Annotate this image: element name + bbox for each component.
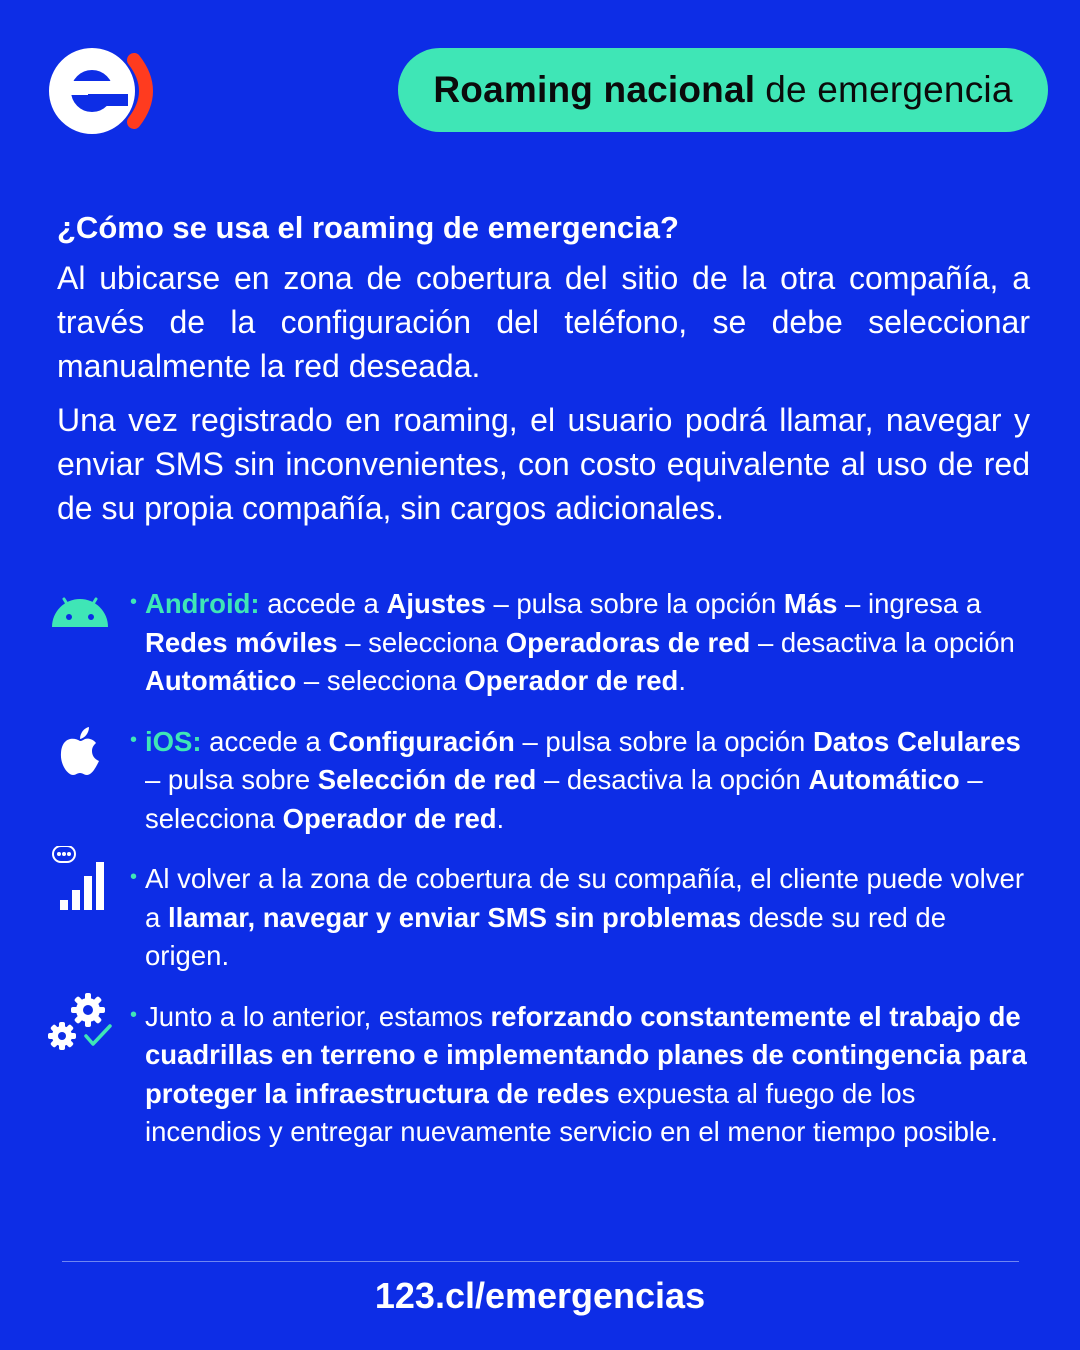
footer-url[interactable]: 123.cl/emergencias [374,1275,706,1316]
intro-section [57,208,1030,530]
android-label: Android: [145,588,260,619]
infra-item [0,998,1080,1152]
infra-text: Junto a lo anterior, estamos reforzando constantemente el trabajo de cuadrillas en terreno e implementando planes de contingencia para proteger la infraestructura de redes expuesta al fuego de los incendios y entregar nuevamente servicio en el menor tiempo posible. [145,1000,1027,1147]
gears-check-icon [46,990,114,1054]
intro-paragraph-2: Una vez registrado en roaming, el usuario podrá llamar, navegar y enviar SMS sin inconvenientes, con costo equivalente al uso de red de su propia compañía, sin cargos adicionales. [57,402,1030,526]
header-title-bold: Roaming nacional [433,69,756,110]
header-title-rest: de emergencia [765,69,1013,110]
coverage-text: Al volver a la zona de cobertura de su compañía, el cliente puede volver a llamar, navegar y enviar SMS sin problemas desde su red de origen. [145,863,1024,971]
bullet-dot: • [130,866,138,888]
intro-question: ¿Cómo se usa el roaming de emergencia? [57,210,679,245]
ios-item [0,723,1080,839]
android-icon [50,593,110,629]
header-pill [398,48,1048,132]
bullet-dot: • [130,1003,138,1026]
signal-icon [52,846,110,912]
bullet-dot: • [130,591,138,613]
android-item [0,585,1080,701]
ios-label: iOS: [145,725,202,757]
intro-paragraph-1: Al ubicarse en zona de cobertura del sitio de la otra compañía, a través de la configuración del teléfono, se debe seleccionar manualmente la red deseada. [57,260,1030,384]
instructions-list [0,585,1080,1174]
apple-icon [58,725,102,777]
footer-divider [62,1261,1019,1262]
ios-text: iOS: accede a Configuración – pulsa sobre la opción Datos Celulares – pulsa sobre Selección de red – desactiva la opción Automático – selecciona Operador de red. [145,725,1021,834]
coverage-item [0,860,1080,976]
android-text: Android: accede a Ajustes – pulsa sobre la opción Más – ingresa a Redes móviles – selecciona Operadoras de red – desactiva la opción Automático – selecciona Operador de red. [145,588,1015,696]
entel-logo [48,46,164,136]
bullet-dot: • [130,728,138,751]
